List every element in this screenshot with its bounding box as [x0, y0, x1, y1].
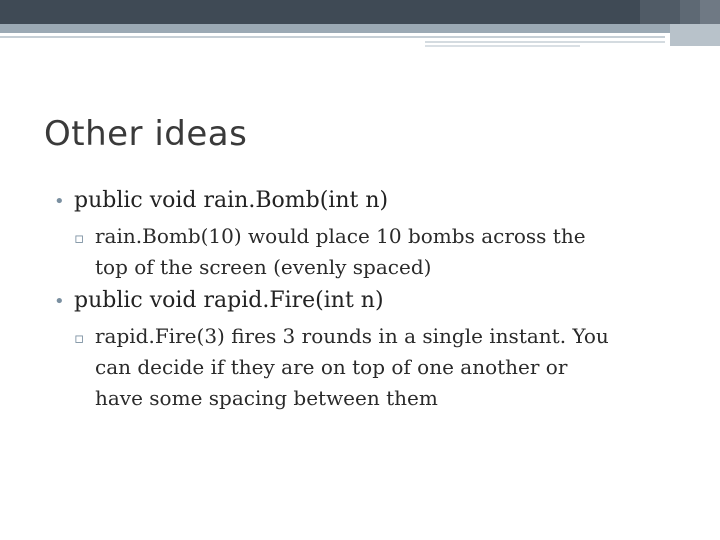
- sub-bullet-line: top of the screen (evenly spaced): [95, 255, 432, 279]
- sub-bullet-icon: ▫: [74, 329, 85, 347]
- sub-bullet-line: have some spacing between them: [95, 386, 438, 410]
- bullet-text: public void rain.Bomb(int n): [74, 188, 389, 213]
- sub-bullet-text: [95, 221, 675, 283]
- bullet-text: public void rapid.Fire(int n): [74, 288, 384, 313]
- bullet-icon: •: [54, 291, 65, 312]
- sub-bullet-line: rapid.Fire(3) fires 3 rounds in a single instant. You: [95, 324, 609, 348]
- slide-title: Other ideas: [44, 114, 248, 154]
- sub-bullet-text: [95, 321, 675, 414]
- sub-bullet-line: rain.Bomb(10) would place 10 bombs across the: [95, 224, 586, 248]
- bullet-icon: •: [54, 191, 65, 212]
- sub-bullet-icon: ▫: [74, 229, 85, 247]
- sub-bullet-line: can decide if they are on top of one another or: [95, 355, 568, 379]
